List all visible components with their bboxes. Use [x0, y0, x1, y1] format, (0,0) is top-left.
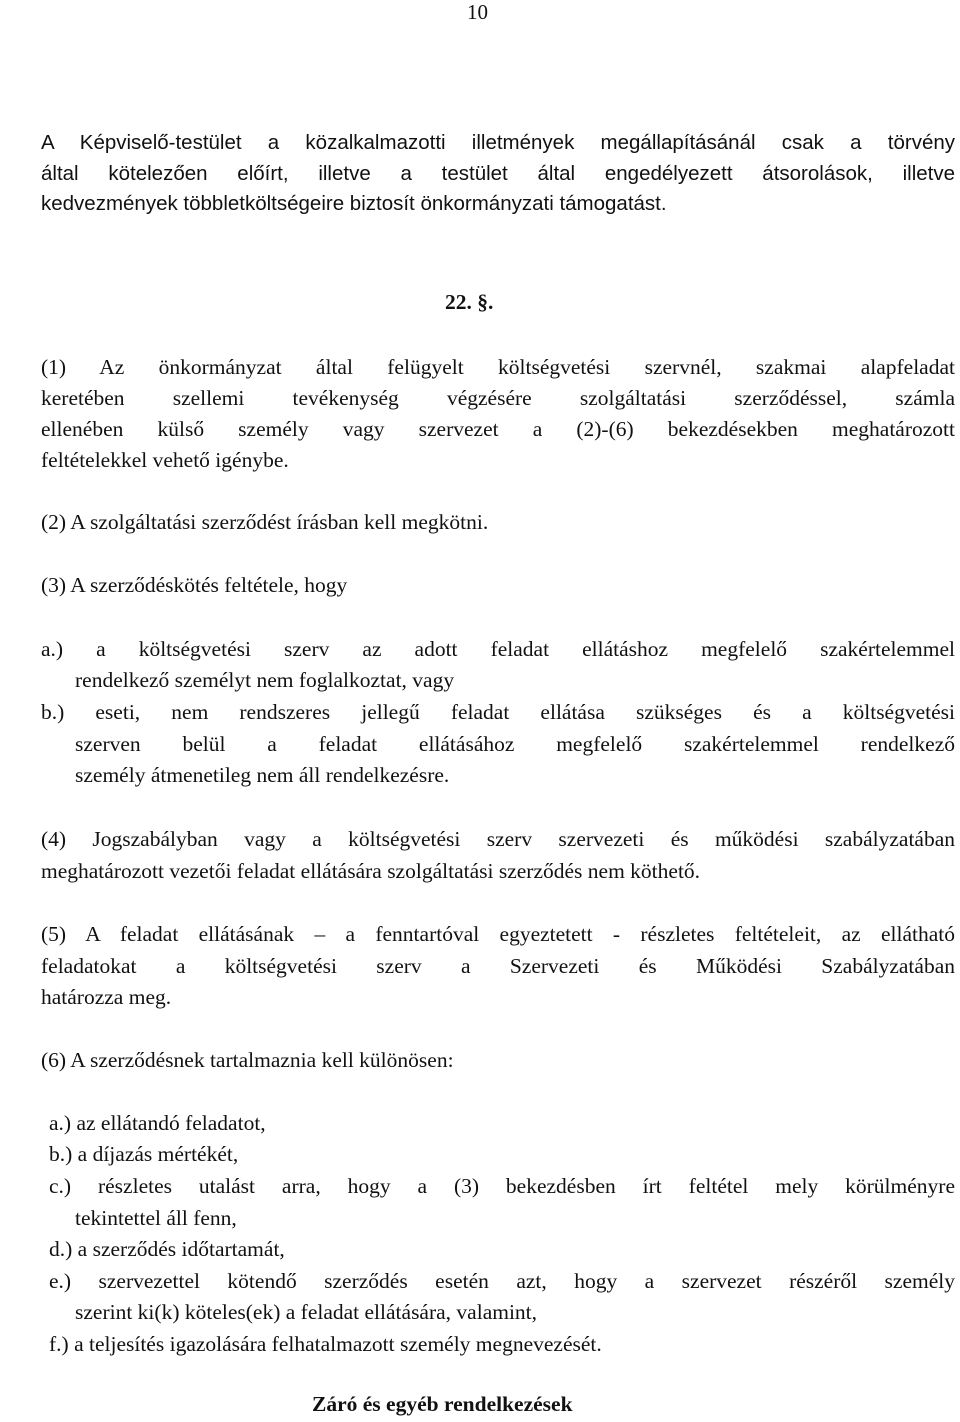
p6-item-c-line-1: c.) részletes utalást arra, hogy a (3) bekezdésben írt feltétel mely körülményre — [49, 1174, 955, 1198]
p1-line-1: (1) Az önkormányzat által felügyelt költségvetési szervnél, szakmai alapfeladat — [41, 355, 955, 379]
p4-line-2: meghatározott vezetői feladat ellátására szolgáltatási szerződés nem köthető. — [41, 859, 701, 883]
p1-line-3: ellenében külső személy vagy szervezet a (2)-(6) bekezdésekben meghatározott — [41, 417, 955, 441]
p6-item-b: b.) a díjazás mértékét, — [49, 1142, 239, 1166]
page-number: 10 — [467, 0, 488, 24]
p3-item-b-line-2: szerven belül a feladat ellátásához megfelelő szakértelemmel rendelkező — [75, 732, 955, 756]
closing-heading: Záró és egyéb rendelkezések — [312, 1392, 573, 1416]
p5-line-1: (5) A feladat ellátásának – a fenntartóval egyeztetett - részletes feltételeit, az ellátható — [41, 922, 955, 946]
p3-item-b-line-1: b.) eseti, nem rendszeres jellegű feladat ellátása szükséges és a költségvetési — [41, 700, 955, 724]
p6-line: (6) A szerződésnek tartalmaznia kell különösen: — [41, 1048, 454, 1072]
p6-item-c-line-2: tekintettel áll fenn, — [75, 1206, 237, 1230]
p2-line: (2) A szolgáltatási szerződést írásban kell megkötni. — [41, 510, 489, 534]
p6-item-f: f.) a teljesítés igazolására felhatalmazott személy megnevezését. — [49, 1332, 602, 1356]
p1-line-2: keretében szellemi tevékenység végzésére szolgáltatási szerződéssel, számla — [41, 386, 955, 410]
p6-item-d: d.) a szerződés időtartamát, — [49, 1237, 285, 1261]
p6-item-e-line-1: e.) szervezettel kötendő szerződés esetén azt, hogy a szervezet részéről személy — [49, 1269, 955, 1293]
p5-line-3: határozza meg. — [41, 985, 172, 1009]
p6-item-a: a.) az ellátandó feladatot, — [49, 1111, 266, 1135]
intro-line-2: által kötelezően előírt, illetve a testület által engedélyezett átsorolások, illetve — [41, 162, 955, 185]
intro-line-1: A Képviselő-testület a közalkalmazotti illetmények megállapításánál csak a törvény — [41, 131, 955, 154]
p4-line-1: (4) Jogszabályban vagy a költségvetési szerv szervezeti és működési szabályzatában — [41, 827, 955, 851]
p3-item-a-line-1: a.) a költségvetési szerv az adott feladat ellátáshoz megfelelő szakértelemmel — [41, 637, 955, 661]
p1-line-4: feltételekkel vehető igénybe. — [41, 448, 289, 472]
p5-line-2: feladatokat a költségvetési szerv a Szervezeti és Működési Szabályzatában — [41, 954, 955, 978]
p6-item-e-line-2: szerint ki(k) köteles(ek) a feladat ellátására, valamint, — [75, 1300, 538, 1324]
p3-item-a-line-2: rendelkező személyt nem foglalkoztat, vagy — [75, 668, 455, 692]
section-title: 22. §. — [445, 290, 494, 314]
intro-line-3: kedvezmények többletköltségeire biztosít önkormányzati támogatást. — [41, 192, 667, 215]
p3-item-b-line-3: személy átmenetileg nem áll rendelkezésre. — [75, 763, 450, 787]
p3-line: (3) A szerződéskötés feltétele, hogy — [41, 573, 348, 597]
